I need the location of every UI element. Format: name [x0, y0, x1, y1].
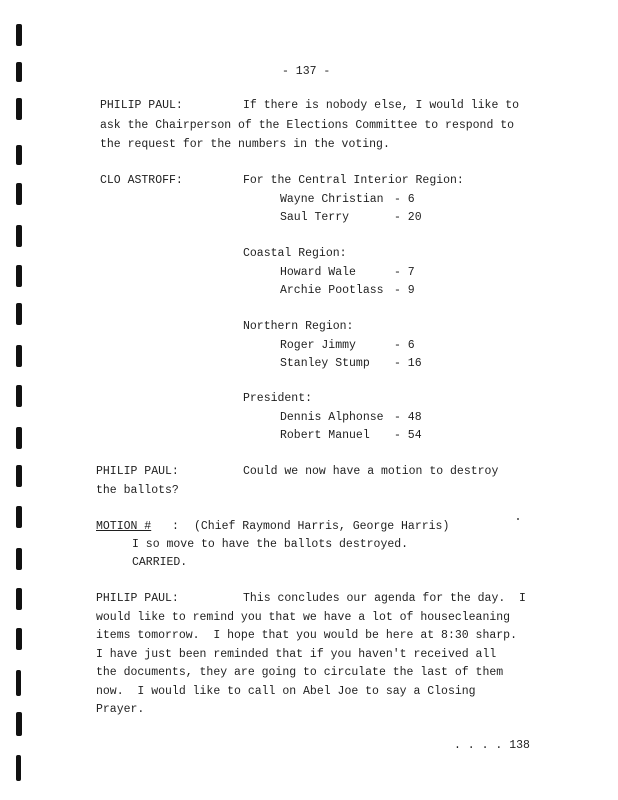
motion-label: MOTION #	[96, 520, 152, 533]
candidate-name: Wayne Christian	[280, 193, 384, 206]
binder-mark	[16, 712, 22, 736]
binder-mark	[16, 548, 22, 570]
candidate-name: Saul Terry	[280, 211, 350, 224]
binder-mark	[16, 465, 22, 487]
candidate-name: Dennis Alphonse	[280, 411, 384, 424]
binder-mark	[16, 265, 22, 287]
vote-count: - 7	[394, 266, 415, 279]
region-heading: For the Central Interior Region:	[243, 174, 464, 187]
vote-count: - 9	[394, 284, 415, 297]
paragraph-line: the request for the numbers in the voting.	[100, 138, 390, 151]
paragraph-line: Could we now have a motion to destroy	[243, 465, 499, 478]
candidate-name: Howard Wale	[280, 266, 356, 279]
paragraph-line: Prayer.	[96, 703, 145, 716]
binder-mark	[16, 755, 21, 781]
binder-mark	[16, 98, 22, 120]
motion-result: CARRIED.	[132, 556, 188, 569]
binder-mark	[16, 427, 22, 449]
binder-mark	[16, 385, 22, 407]
vote-count: - 6	[394, 339, 415, 352]
speaker-label: CLO ASTROFF:	[100, 174, 183, 187]
speaker-label: PHILIP PAUL:	[100, 99, 183, 112]
region-heading: President:	[243, 392, 313, 405]
vote-count: - 16	[394, 357, 422, 370]
motion-colon: :	[172, 520, 179, 533]
motion-movers: (Chief Raymond Harris, George Harris)	[194, 520, 450, 533]
speaker-label: PHILIP PAUL:	[96, 592, 179, 605]
vote-count: - 48	[394, 411, 422, 424]
binder-mark	[16, 145, 22, 165]
binder-mark	[16, 345, 22, 367]
candidate-name: Stanley Stump	[280, 357, 370, 370]
region-heading: Coastal Region:	[243, 247, 347, 260]
binder-mark	[16, 588, 22, 610]
paragraph-line: now. I would like to call on Abel Joe to say a Closing	[96, 685, 476, 698]
vote-count: - 54	[394, 429, 422, 442]
paragraph-line: This concludes our agenda for the day. I	[243, 592, 526, 605]
motion-text: I so move to have the ballots destroyed.	[132, 538, 409, 551]
binder-mark	[16, 628, 22, 650]
region-heading: Northern Region:	[243, 320, 354, 333]
speaker-label: PHILIP PAUL:	[96, 465, 179, 478]
paragraph-line: If there is nobody else, I would like to	[243, 99, 520, 112]
paragraph-line: items tomorrow. I hope that you would be here at 8:30 sharp.	[96, 629, 517, 642]
paragraph-line: I have just been reminded that if you haven't received all	[96, 648, 497, 661]
paragraph-line: ask the Chairperson of the Elections Committee to respond to	[100, 119, 515, 132]
stray-mark	[517, 518, 519, 520]
binder-mark	[16, 506, 22, 528]
candidate-name: Archie Pootlass	[280, 284, 384, 297]
vote-count: - 6	[394, 193, 415, 206]
binder-mark	[16, 62, 22, 82]
binder-mark	[16, 670, 21, 696]
next-page-indicator: . . . . 138	[454, 739, 530, 752]
binder-mark	[16, 183, 22, 205]
binder-mark	[16, 225, 22, 247]
binder-mark	[16, 24, 22, 46]
vote-count: - 20	[394, 211, 422, 224]
paragraph-line: the documents, they are going to circulate the last of them	[96, 666, 504, 679]
candidate-name: Robert Manuel	[280, 429, 370, 442]
page-number: - 137 -	[282, 65, 331, 78]
binder-mark	[16, 303, 22, 325]
paragraph-line: would like to remind you that we have a lot of housecleaning	[96, 611, 511, 624]
candidate-name: Roger Jimmy	[280, 339, 356, 352]
paragraph-line: the ballots?	[96, 484, 179, 497]
